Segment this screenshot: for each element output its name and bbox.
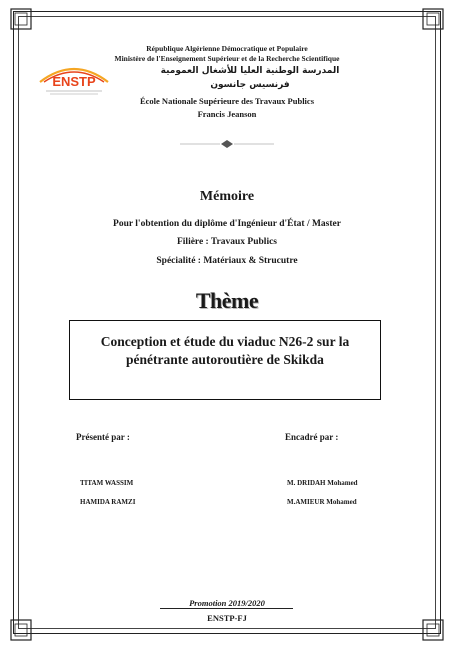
specialite-line: Spécialité : Matériaux & Strucutre xyxy=(156,256,298,266)
theme-title-line-1: Conception et étude du viaduc N26-2 sur la xyxy=(100,334,350,349)
supervisor-name: M.AMIEUR Mohamed xyxy=(287,498,357,506)
corner-ornament-icon xyxy=(422,619,444,641)
footer-separator xyxy=(160,608,293,609)
school-person: Francis Jeanson xyxy=(197,109,257,119)
republic-line: République Algérienne Démocratique et Populaire xyxy=(146,44,308,53)
presented-by-label: Présenté par : xyxy=(76,432,130,442)
supervised-by-label: Encadré par : xyxy=(285,432,339,442)
theme-title-line-2: pénétrante autoroutière de Skikda xyxy=(126,352,324,367)
student-name: HAMIDA RAMZI xyxy=(80,498,136,506)
theme-title xyxy=(69,333,381,369)
institution-abbrev: ENSTP-FJ xyxy=(207,613,247,623)
corner-ornament-icon xyxy=(10,619,32,641)
theme-heading: Thème xyxy=(195,288,259,313)
ministry-line: Ministère de l'Enseignement Supérieur et de la Recherche Scientifique xyxy=(114,54,340,63)
student-name: TITAM WASSIM xyxy=(80,479,134,487)
corner-ornament-icon xyxy=(422,8,444,30)
school-name: École Nationale Supérieure des Travaux Publics xyxy=(139,96,315,106)
supervisor-name: M. DRIDAH Mohamed xyxy=(287,479,358,487)
filiere-line: Filière : Travaux Publics xyxy=(176,237,277,247)
diploma-purpose: Pour l'obtention du diplôme d'Ingénieur d'État / Master xyxy=(113,219,341,229)
promotion-year: Promotion 2019/2020 xyxy=(189,598,265,608)
document-title: Mémoire xyxy=(199,189,255,204)
section-divider-icon xyxy=(180,140,274,148)
arabic-school-name: المدرسة الوطنية العليا للأشغال العمومية xyxy=(160,66,340,76)
svg-text:ENSTP: ENSTP xyxy=(52,74,96,89)
enstp-logo xyxy=(36,60,112,100)
corner-ornament-icon xyxy=(10,8,32,30)
arabic-person-name: فرنسيس جانسون xyxy=(210,80,290,90)
